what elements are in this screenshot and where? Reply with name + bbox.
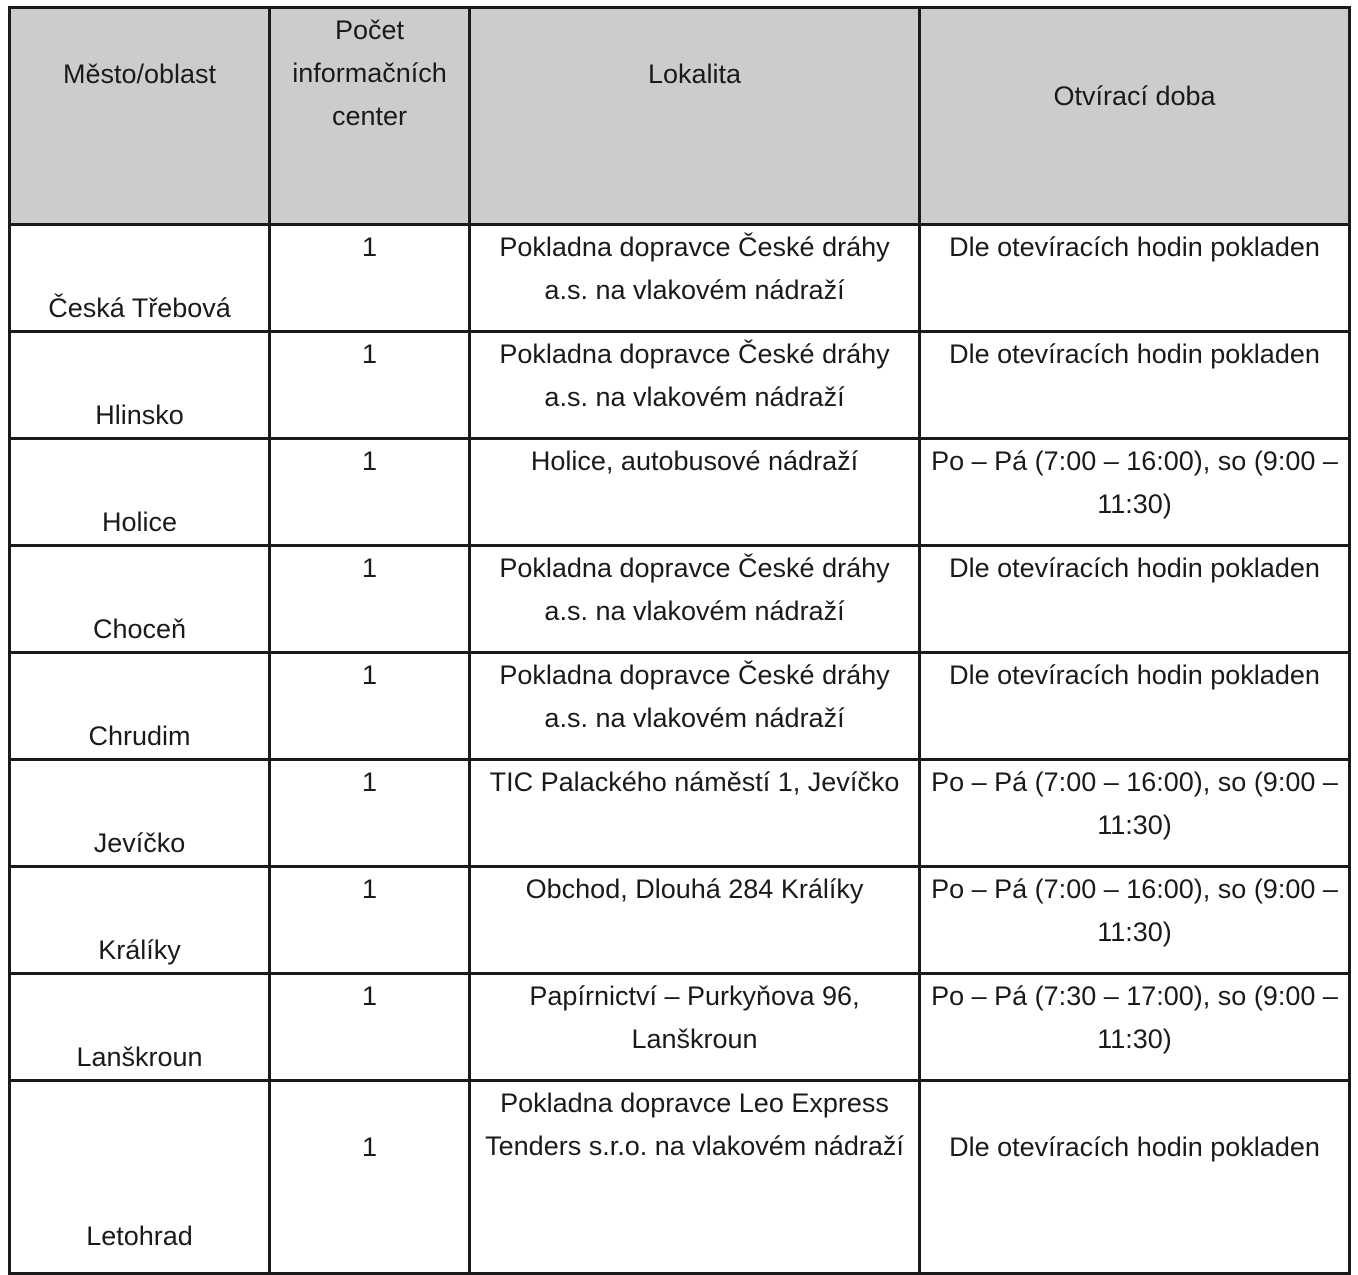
cell-count: 1 [270,332,470,439]
table-row [10,1081,1350,1274]
cell-count: 1 [270,653,470,760]
cell-count: 1 [270,546,470,653]
cell-hours: Dle otevíracích hodin pokladen [920,225,1350,332]
table-row [10,867,1350,974]
header-location: Lokalita [470,8,920,225]
header-hours: Otvírací doba [920,8,1350,225]
cell-location: Pokladna dopravce České dráhy a.s. na vlakovém nádraží [470,546,920,653]
table-row [10,974,1350,1081]
cell-count: 1 [270,760,470,867]
table-header-row [10,8,1350,225]
header-count: Počet informačních center [270,8,470,225]
cell-city: Letohrad [10,1081,270,1274]
cell-city: Králíky [10,867,270,974]
cell-city: Hlinsko [10,332,270,439]
cell-hours: Dle otevíracích hodin pokladen [920,653,1350,760]
cell-location: Pokladna dopravce České dráhy a.s. na vlakovém nádraží [470,332,920,439]
header-city: Město/oblast [10,8,270,225]
table-row [10,225,1350,332]
cell-city: Holice [10,439,270,546]
cell-hours: Dle otevíracích hodin pokladen [920,1081,1350,1274]
cell-hours: Dle otevíracích hodin pokladen [920,332,1350,439]
cell-count: 1 [270,1081,470,1274]
cell-city: Česká Třebová [10,225,270,332]
cell-count: 1 [270,974,470,1081]
table-row [10,546,1350,653]
cell-count: 1 [270,225,470,332]
cell-hours: Po – Pá (7:00 – 16:00), so (9:00 – 11:30) [920,867,1350,974]
table-wrapper [8,6,1351,1275]
cell-city: Lanškroun [10,974,270,1081]
table-row [10,653,1350,760]
cell-hours: Po – Pá (7:00 – 16:00), so (9:00 – 11:30) [920,760,1350,867]
cell-count: 1 [270,867,470,974]
cell-location: Papírnictví – Purkyňova 96, Lanškroun [470,974,920,1081]
info-centers-table [8,6,1351,1275]
cell-city: Choceň [10,546,270,653]
cell-location: Obchod, Dlouhá 284 Králíky [470,867,920,974]
cell-hours: Po – Pá (7:00 – 16:00), so (9:00 – 11:30) [920,439,1350,546]
table-row [10,760,1350,867]
table-row [10,332,1350,439]
cell-hours: Po – Pá (7:30 – 17:00), so (9:00 – 11:30) [920,974,1350,1081]
cell-city: Jevíčko [10,760,270,867]
cell-location: Pokladna dopravce České dráhy a.s. na vlakovém nádraží [470,653,920,760]
table-row [10,439,1350,546]
cell-location: Pokladna dopravce Leo Express Tenders s.r.o. na vlakovém nádraží [470,1081,920,1274]
cell-hours: Dle otevíracích hodin pokladen [920,546,1350,653]
cell-count: 1 [270,439,470,546]
cell-location: Pokladna dopravce České dráhy a.s. na vlakovém nádraží [470,225,920,332]
cell-location: Holice, autobusové nádraží [470,439,920,546]
cell-location: TIC Palackého náměstí 1, Jevíčko [470,760,920,867]
cell-city: Chrudim [10,653,270,760]
